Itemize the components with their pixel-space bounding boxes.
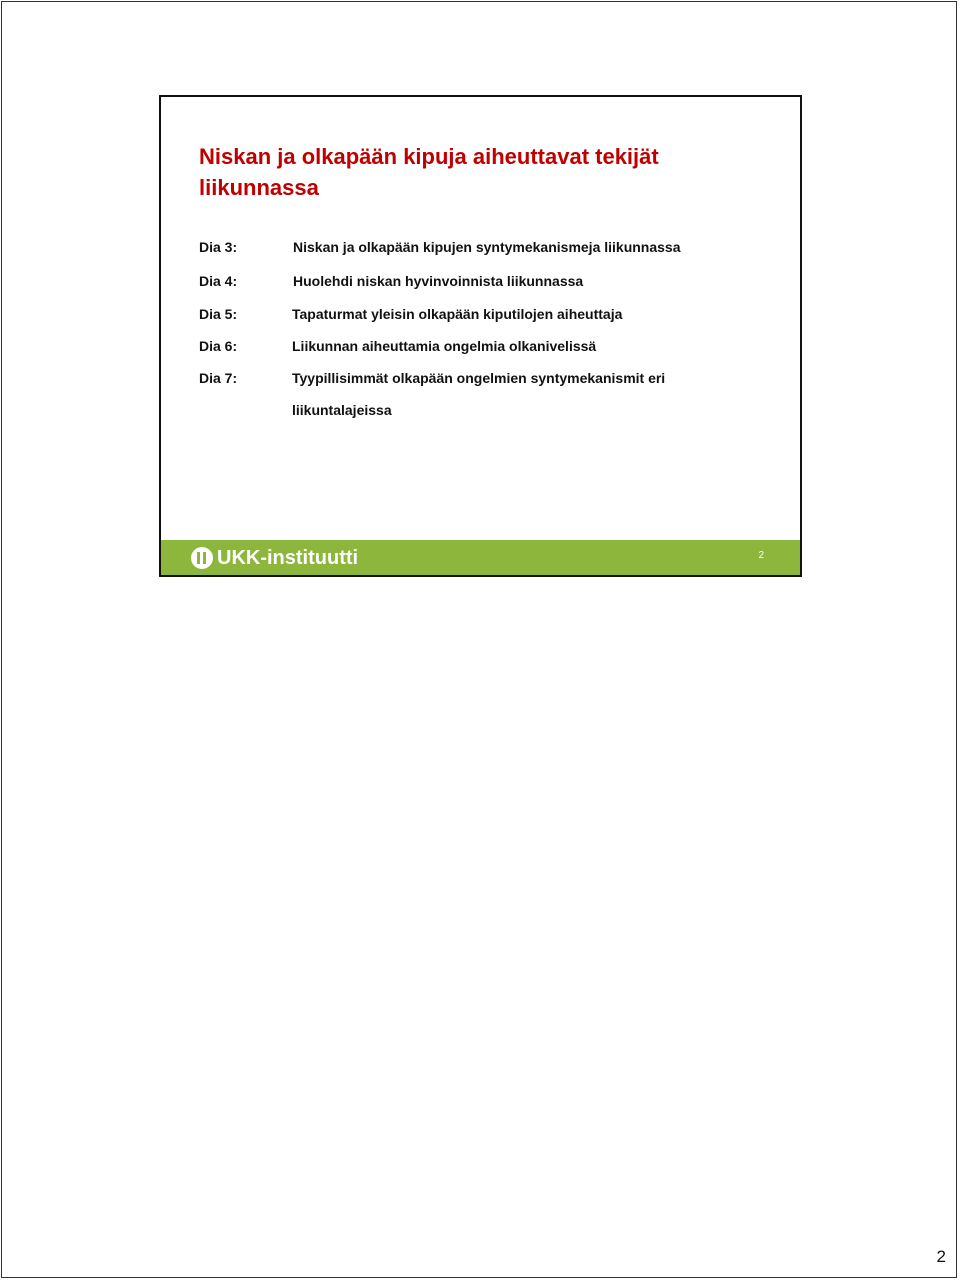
slide <box>159 95 802 577</box>
slide-title-line-2: liikunnassa <box>199 175 319 200</box>
slide-number: 2 <box>758 550 764 561</box>
slide-title-line-1: Niskan ja olkapään kipuja aiheuttavat tekijät <box>199 144 659 169</box>
page-number: 2 <box>936 1247 946 1266</box>
slide-footer-bar <box>161 540 800 575</box>
ukk-logo-text: UKK-instituutti <box>217 546 359 569</box>
agenda-item-text: Tapaturmat yleisin olkapään kiputilojen aiheuttaja <box>292 306 623 322</box>
agenda-item-text: Liikunnan aiheuttamia ongelmia olkanivelissä <box>292 338 597 354</box>
ukk-logo-icon <box>191 547 213 569</box>
agenda-item-text: Niskan ja olkapään kipujen syntymekanismeja liikunnassa <box>293 239 681 255</box>
agenda-item-label: Dia 6: <box>199 338 238 354</box>
agenda-item-text: Tyypillisimmät olkapään ongelmien syntymekanismit eri <box>292 370 666 386</box>
slide-title <box>199 141 779 203</box>
agenda-item-text-continuation: liikuntalajeissa <box>292 402 392 418</box>
agenda-item-label: Dia 4: <box>199 273 238 289</box>
ukk-logo <box>191 546 358 570</box>
agenda-item-label: Dia 5: <box>199 306 238 322</box>
agenda-item-text: Huolehdi niskan hyvinvoinnista liikunnassa <box>293 273 584 289</box>
agenda-item-label: Dia 3: <box>199 239 238 255</box>
agenda-item-label: Dia 7: <box>199 370 238 386</box>
